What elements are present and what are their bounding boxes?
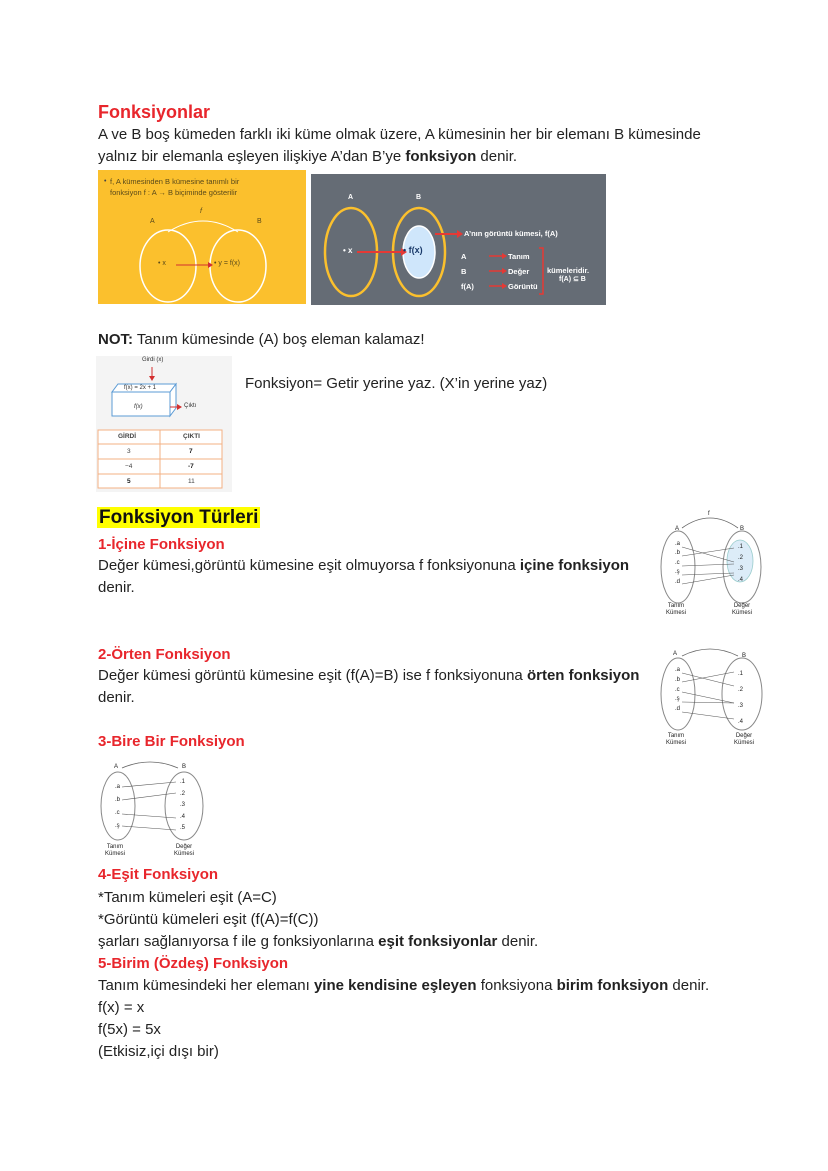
table-cell: −4: [125, 463, 133, 470]
table-header-output: ÇIKTI: [183, 433, 200, 440]
a-elem: .a: [675, 541, 681, 547]
equal-line-1: *Tanım kümeleri eşit (A=C): [98, 889, 277, 906]
types-title: Fonksiyon Türleri: [99, 507, 259, 528]
a-elements: [115, 781, 120, 833]
codomain-label: [734, 733, 754, 747]
row3-right: Görüntü: [508, 282, 538, 291]
identity-line-3: f(5x) = 5x: [98, 1021, 161, 1038]
element-fx: • f(x): [403, 245, 423, 255]
figure-caption: [110, 176, 239, 198]
function-figure-gray: [311, 174, 606, 305]
function-label: f: [200, 208, 202, 215]
onto-pre: Değer kümesi görüntü kümesine eşit (f(A)=B) ise f fonksiyonuna: [98, 667, 527, 684]
input-label: Girdi (x): [142, 357, 164, 363]
a-elem: .ş: [115, 823, 120, 829]
set-b-label: B: [740, 526, 745, 532]
a-elements: [675, 666, 680, 715]
codomain-label: [732, 603, 752, 617]
onto-bold: örten fonksiyon: [526, 667, 640, 684]
kumesi: Kümesi: [174, 851, 195, 857]
a-elem: .d: [675, 578, 681, 585]
set-b-label: B: [182, 764, 187, 770]
image-set-label: A’nın görüntü kümesi, f(A): [464, 229, 558, 238]
table-header-input: GİRDİ: [118, 433, 137, 440]
equal-title: 4-Eşit Fonksiyon: [98, 866, 219, 883]
into-line-2: denir.: [98, 579, 135, 596]
def-bold: fonksiyon: [405, 148, 477, 165]
b-elements: [738, 542, 743, 586]
one-to-one-title: 3-Bire Bir Fonksiyon: [98, 733, 245, 750]
identity-post: denir.: [668, 977, 710, 994]
a-elem: .c: [675, 559, 680, 566]
note-label: NOT:: [98, 331, 133, 348]
codomain-label: [174, 844, 194, 858]
element-x: • x: [158, 260, 166, 267]
identity-pre: Tanım kümesindeki her elemanı: [98, 977, 314, 994]
a-elem: .c: [675, 686, 680, 693]
identity-line-4: (Etkisiz,içi dışı bir): [98, 1043, 219, 1060]
kumesi: Kümesi: [732, 610, 753, 616]
set-a-label: A: [114, 764, 119, 770]
b-elements: [180, 777, 185, 835]
b-elem: .5: [180, 825, 186, 831]
equal-text: [98, 887, 738, 953]
caption-line-2: fonksiyon f : A → B biçiminde gösterilir: [110, 188, 238, 197]
into-text: [98, 555, 658, 599]
element-x: • x: [343, 246, 353, 255]
into-bold: içine fonksiyon: [519, 557, 630, 574]
set-b-label: B: [416, 194, 422, 201]
row2-right: Değer: [508, 267, 530, 276]
b-elem: .1: [738, 671, 744, 677]
svg-text:•: •: [104, 178, 107, 185]
onto-diagram: [656, 644, 776, 752]
a-elem: .d: [675, 706, 681, 713]
b-elem: .3: [738, 566, 744, 572]
row3-left: f(A): [461, 282, 474, 291]
b-elem: .3: [180, 802, 186, 808]
table-cell: 3: [127, 448, 131, 455]
output-label: Çıktı: [184, 403, 197, 409]
table-cell: 11: [188, 478, 195, 485]
onto-line-1: [98, 665, 658, 687]
a-elem: .c: [115, 810, 120, 816]
note-line: [98, 329, 425, 351]
deger: Değer: [735, 733, 753, 739]
a-elem: .b: [675, 550, 681, 557]
b-elem: .4: [738, 577, 744, 583]
identity-line-2: f(x) = x: [98, 999, 145, 1016]
set-b-label: B: [742, 653, 747, 659]
identity-mid: fonksiyona: [476, 977, 557, 994]
identity-bold-2: birim fonksiyon: [556, 977, 669, 994]
into-pre: Değer kümesi,görüntü kümesine eşit olmuyorsa f fonksiyonuna: [98, 557, 520, 574]
b-elem: .4: [738, 719, 744, 725]
tanim: Tanım: [667, 603, 685, 609]
into-line-1: [98, 555, 658, 577]
a-elem: .b: [115, 797, 121, 803]
getir-text: Fonksiyon= Getir yerine yaz. (X’in yerine yaz): [245, 375, 548, 392]
b-elem: .3: [738, 703, 744, 709]
row1-left: A: [461, 252, 467, 261]
equal-line-2: *Görüntü kümeleri eşit (f(A)=f(C)): [98, 911, 319, 928]
definition-line-2: [98, 146, 738, 168]
row1-right: Tanım: [508, 252, 530, 261]
onto-title: 2-Örten Fonksiyon: [98, 646, 231, 663]
identity-text: [98, 975, 758, 1063]
element-y: • y = f(x): [214, 260, 240, 267]
definition-line-1: A ve B boş kümeden farklı iki küme olmak üzere, A kümesinin her bir elemanı B kümesinde: [98, 126, 701, 143]
a-elements: [675, 540, 680, 587]
a-elem: .a: [115, 784, 121, 790]
function-machine-figure: [96, 356, 232, 492]
types-heading: [97, 507, 260, 529]
into-diagram: [656, 510, 776, 622]
table-cell: -7: [188, 463, 194, 470]
b-elem: .1: [180, 779, 186, 785]
function-label: f: [708, 511, 710, 517]
onto-line-2: denir.: [98, 689, 135, 706]
domain-label: [105, 844, 125, 858]
section-title: Fonksiyonlar: [98, 102, 211, 122]
deger: Değer: [733, 603, 751, 609]
formula-label: f(x) = 2x + 1: [124, 385, 157, 391]
b-elements: [738, 666, 743, 730]
deger: Değer: [175, 844, 193, 850]
identity-line-1: [98, 975, 758, 997]
equal-bold: eşit fonksiyonlar: [378, 933, 498, 950]
note-text: Tanım kümesinde (A) boş eleman kalamaz!: [133, 331, 425, 348]
kumesi: Kümesi: [734, 740, 755, 746]
equal-post: denir.: [497, 933, 539, 950]
table-cell: 5: [127, 478, 131, 485]
a-elem: .b: [675, 676, 681, 683]
function-figure-yellow: [98, 170, 306, 304]
set-a-label: A: [150, 218, 155, 225]
caption-line-1: f, A kümesinden B kümesine tanımlı bir: [110, 177, 240, 186]
a-elem: .ş: [675, 569, 680, 576]
set-a-label: A: [348, 194, 354, 201]
tanim: Tanım: [106, 844, 124, 850]
b-elem: .2: [738, 555, 744, 561]
brace-text-1: kümeleridir.: [547, 266, 590, 275]
a-elem: .a: [675, 667, 681, 673]
kumesi: Kümesi: [666, 610, 687, 616]
b-elem: .1: [738, 544, 744, 550]
definition-text: [98, 124, 738, 168]
into-title: 1-İçine Fonksiyon: [98, 536, 225, 553]
set-b-label: B: [257, 218, 262, 225]
domain-label: [666, 733, 686, 747]
def-post: denir.: [476, 148, 518, 165]
identity-title: 5-Birim (Özdeş) Fonksiyon: [98, 955, 289, 972]
set-a-label: A: [673, 651, 678, 657]
a-elem: .ş: [675, 696, 680, 703]
tanim: Tanım: [667, 733, 685, 739]
b-elem: .2: [180, 790, 186, 797]
brace-text-2: f(A) ⊆ B: [559, 276, 586, 283]
one-to-one-diagram: [94, 760, 214, 864]
table-cell: 7: [189, 448, 193, 455]
row2-left: B: [461, 267, 467, 276]
onto-text: [98, 665, 658, 709]
kumesi: Kümesi: [105, 851, 126, 857]
kumesi: Kümesi: [666, 740, 687, 746]
identity-bold: yine kendisine eşleyen: [313, 977, 477, 994]
b-elem: .2: [738, 687, 744, 693]
equal-line-3: [98, 931, 738, 953]
fx-label: f(x): [134, 404, 143, 410]
def-pre: yalnız bir elemanla eşleyen ilişkiye A’dan B’ye: [98, 148, 406, 165]
equal-pre: şarları sağlanıyorsa f ile g fonksiyonlarına: [98, 933, 379, 950]
set-a-label: A: [675, 526, 680, 532]
b-elem: .4: [180, 813, 186, 820]
domain-label: [666, 603, 686, 617]
